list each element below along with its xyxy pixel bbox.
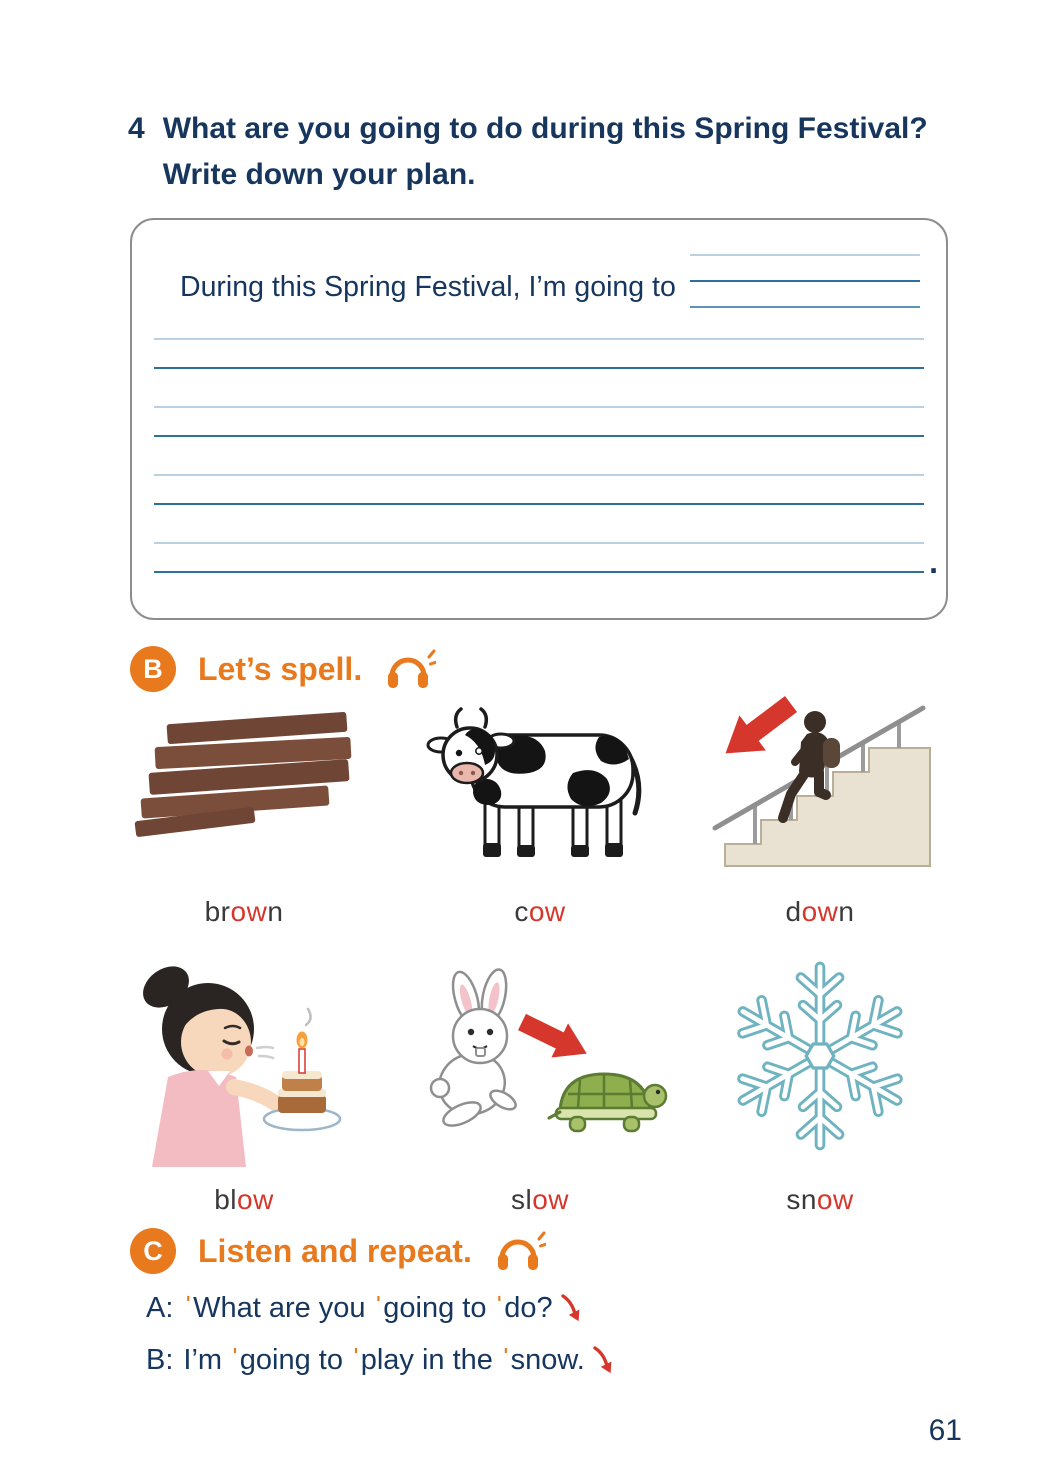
spell-item-snow xyxy=(684,942,956,1216)
sentence-period: . xyxy=(929,544,938,580)
stress-mark: ˈ xyxy=(351,1344,361,1376)
dialogue-line-b xyxy=(146,1344,616,1377)
page-number: 61 xyxy=(928,1414,962,1447)
dialogue-text: play in the xyxy=(360,1344,501,1376)
writing-box xyxy=(130,218,948,620)
writing-line xyxy=(690,254,920,256)
speaker-label: B: xyxy=(146,1344,174,1376)
spell-item-cow xyxy=(404,684,676,928)
dialogue-text: I’m xyxy=(183,1344,231,1376)
section-b-title: Let’s spell. xyxy=(198,650,363,687)
falling-tone-arrow-icon xyxy=(558,1293,584,1323)
exercise-4-header xyxy=(128,106,958,198)
red-down-arrow xyxy=(712,688,804,771)
dialogue-text: going to xyxy=(239,1344,352,1376)
section-b-badge: B xyxy=(130,646,176,692)
dialogue-text: do? xyxy=(504,1292,553,1324)
section-c-title: Listen and repeat. xyxy=(198,1232,472,1269)
word-snow: snow xyxy=(786,1184,854,1215)
brown-scribble-image xyxy=(108,684,380,882)
falling-tone-arrow-icon xyxy=(590,1345,616,1375)
stress-mark: ˈ xyxy=(494,1292,505,1324)
speaker-label: A: xyxy=(146,1292,174,1324)
dialogue-text: What are you xyxy=(193,1292,374,1324)
headphones-icon xyxy=(494,1228,546,1274)
word-down: down xyxy=(785,896,855,927)
exercise-number: 4 xyxy=(128,112,145,145)
writing-line xyxy=(690,306,920,308)
stress-mark: ˈ xyxy=(501,1344,511,1376)
stress-mark: ˈ xyxy=(183,1292,194,1324)
dialogue-text: going to xyxy=(383,1292,495,1324)
writing-line-pair[interactable] xyxy=(154,338,924,369)
spell-item-brown xyxy=(108,684,380,928)
down-stairs-image xyxy=(684,684,956,882)
section-c-badge: C xyxy=(130,1228,176,1274)
dialogue-text: snow. xyxy=(510,1344,585,1376)
exercise-text xyxy=(163,106,928,198)
prompt-row xyxy=(180,254,920,304)
spell-item-slow xyxy=(404,942,676,1216)
stress-mark: ˈ xyxy=(230,1344,240,1376)
cow-image xyxy=(404,684,676,882)
girl-blowing-candle-image xyxy=(108,942,380,1170)
writing-line-pair[interactable] xyxy=(154,542,924,573)
word-slow: slow xyxy=(510,1184,570,1215)
spell-item-blow xyxy=(108,942,380,1216)
red-right-arrow xyxy=(514,1004,595,1070)
writing-line xyxy=(690,280,920,282)
writing-line-pair[interactable] xyxy=(154,406,924,437)
dialogue-line-a xyxy=(146,1292,584,1325)
word-brown: brown xyxy=(204,896,284,927)
answer-blank[interactable] xyxy=(690,254,920,308)
writing-prompt: During this Spring Festival, I’m going to xyxy=(180,271,676,303)
exercise-question: What are you going to do during this Spring Festival? xyxy=(162,112,928,145)
snowflake-image xyxy=(684,942,956,1170)
word-blow: blow xyxy=(214,1184,274,1215)
word-cow: cow xyxy=(514,896,566,927)
stress-mark: ˈ xyxy=(373,1292,384,1324)
spell-item-down xyxy=(684,684,956,928)
section-c-header xyxy=(130,1228,546,1274)
writing-line-pair[interactable] xyxy=(154,474,924,505)
exercise-instruction: Write down your plan. xyxy=(162,158,476,191)
rabbit-and-turtle-image xyxy=(404,942,676,1170)
